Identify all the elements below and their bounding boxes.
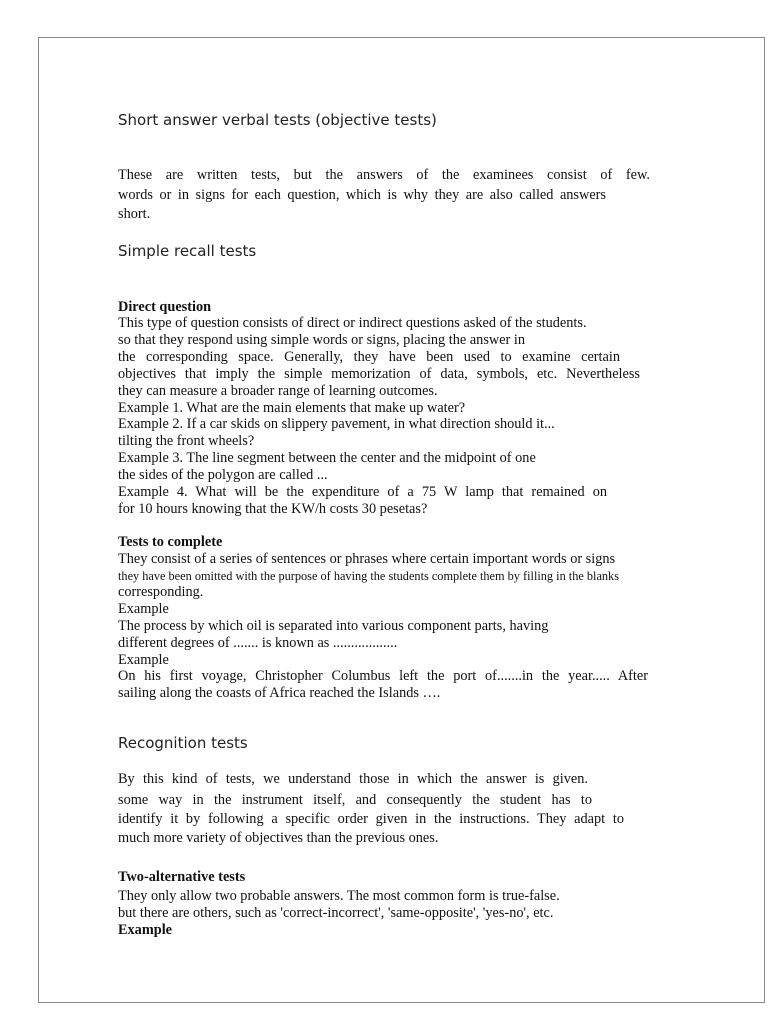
intro-line: short. (118, 206, 151, 222)
direct-question-line: Example 3. The line segment between the center and the midpoint of one (118, 450, 536, 466)
direct-question-line: the corresponding space. Generally, they have been used to examine certain (118, 349, 620, 365)
heading-simple-recall: Simple recall tests (118, 242, 257, 260)
direct-question-line: Example 2. If a car skids on slippery pavement, in what direction should it... (118, 416, 555, 432)
intro-line: words or in signs for each question, which is why they are also called answers (118, 187, 606, 203)
example-text: different degrees of ....... is known as .................. (118, 635, 398, 651)
tests-to-complete-line: they have been omitted with the purpose of having the students complete them by filling in the blanks (118, 569, 619, 583)
direct-question-line: the sides of the polygon are called ... (118, 467, 328, 483)
example-label: Example (118, 601, 169, 617)
tests-to-complete-line: They consist of a series of sentences or phrases where certain important words or signs (118, 551, 616, 567)
direct-question-line: for 10 hours knowing that the KW/h costs 30 pesetas? (118, 501, 428, 517)
recognition-line: some way in the instrument itself, and consequently the student has to (118, 792, 592, 808)
example-label: Example (118, 652, 169, 668)
heading-short-answer: Short answer verbal tests (objective tests) (118, 111, 437, 129)
two-alternative-title: Two-alternative tests (118, 869, 246, 885)
direct-question-line: objectives that imply the simple memorization of data, symbols, etc. Nevertheless (118, 366, 640, 382)
example-label: Example (118, 922, 173, 938)
direct-question-line: so that they respond using simple words or signs, placing the answer in (118, 332, 526, 348)
two-alternative-line: They only allow two probable answers. The most common form is true-false. (118, 888, 560, 904)
recognition-line: By this kind of tests, we understand those in which the answer is given. (118, 771, 588, 787)
example-text: The process by which oil is separated into various component parts, having (118, 618, 549, 634)
tests-to-complete-title: Tests to complete (118, 534, 223, 550)
direct-question-line: Example 4. What will be the expenditure of a 75 W lamp that remained on (118, 484, 607, 500)
direct-question-title: Direct question (118, 299, 212, 315)
direct-question-line: This type of question consists of direct or indirect questions asked of the students. (118, 315, 587, 331)
direct-question-line: they can measure a broader range of learning outcomes. (118, 383, 438, 399)
example-text: sailing along the coasts of Africa reached the Islands …. (118, 685, 441, 701)
two-alternative-line: but there are others, such as 'correct-incorrect', 'same-opposite', 'yes-no', etc. (118, 905, 554, 921)
intro-line: These are written tests, but the answers of the examinees consist of few. (118, 167, 650, 183)
heading-recognition: Recognition tests (118, 734, 248, 752)
tests-to-complete-line: corresponding. (118, 584, 204, 600)
recognition-line: identify it by following a specific order given in the instructions. They adapt to (118, 811, 624, 827)
recognition-line: much more variety of objectives than the previous ones. (118, 830, 439, 846)
direct-question-line: Example 1. What are the main elements that make up water? (118, 400, 466, 416)
example-text: On his first voyage, Christopher Columbus left the port of.......in the year..... After (118, 668, 648, 684)
direct-question-line: tilting the front wheels? (118, 433, 255, 449)
